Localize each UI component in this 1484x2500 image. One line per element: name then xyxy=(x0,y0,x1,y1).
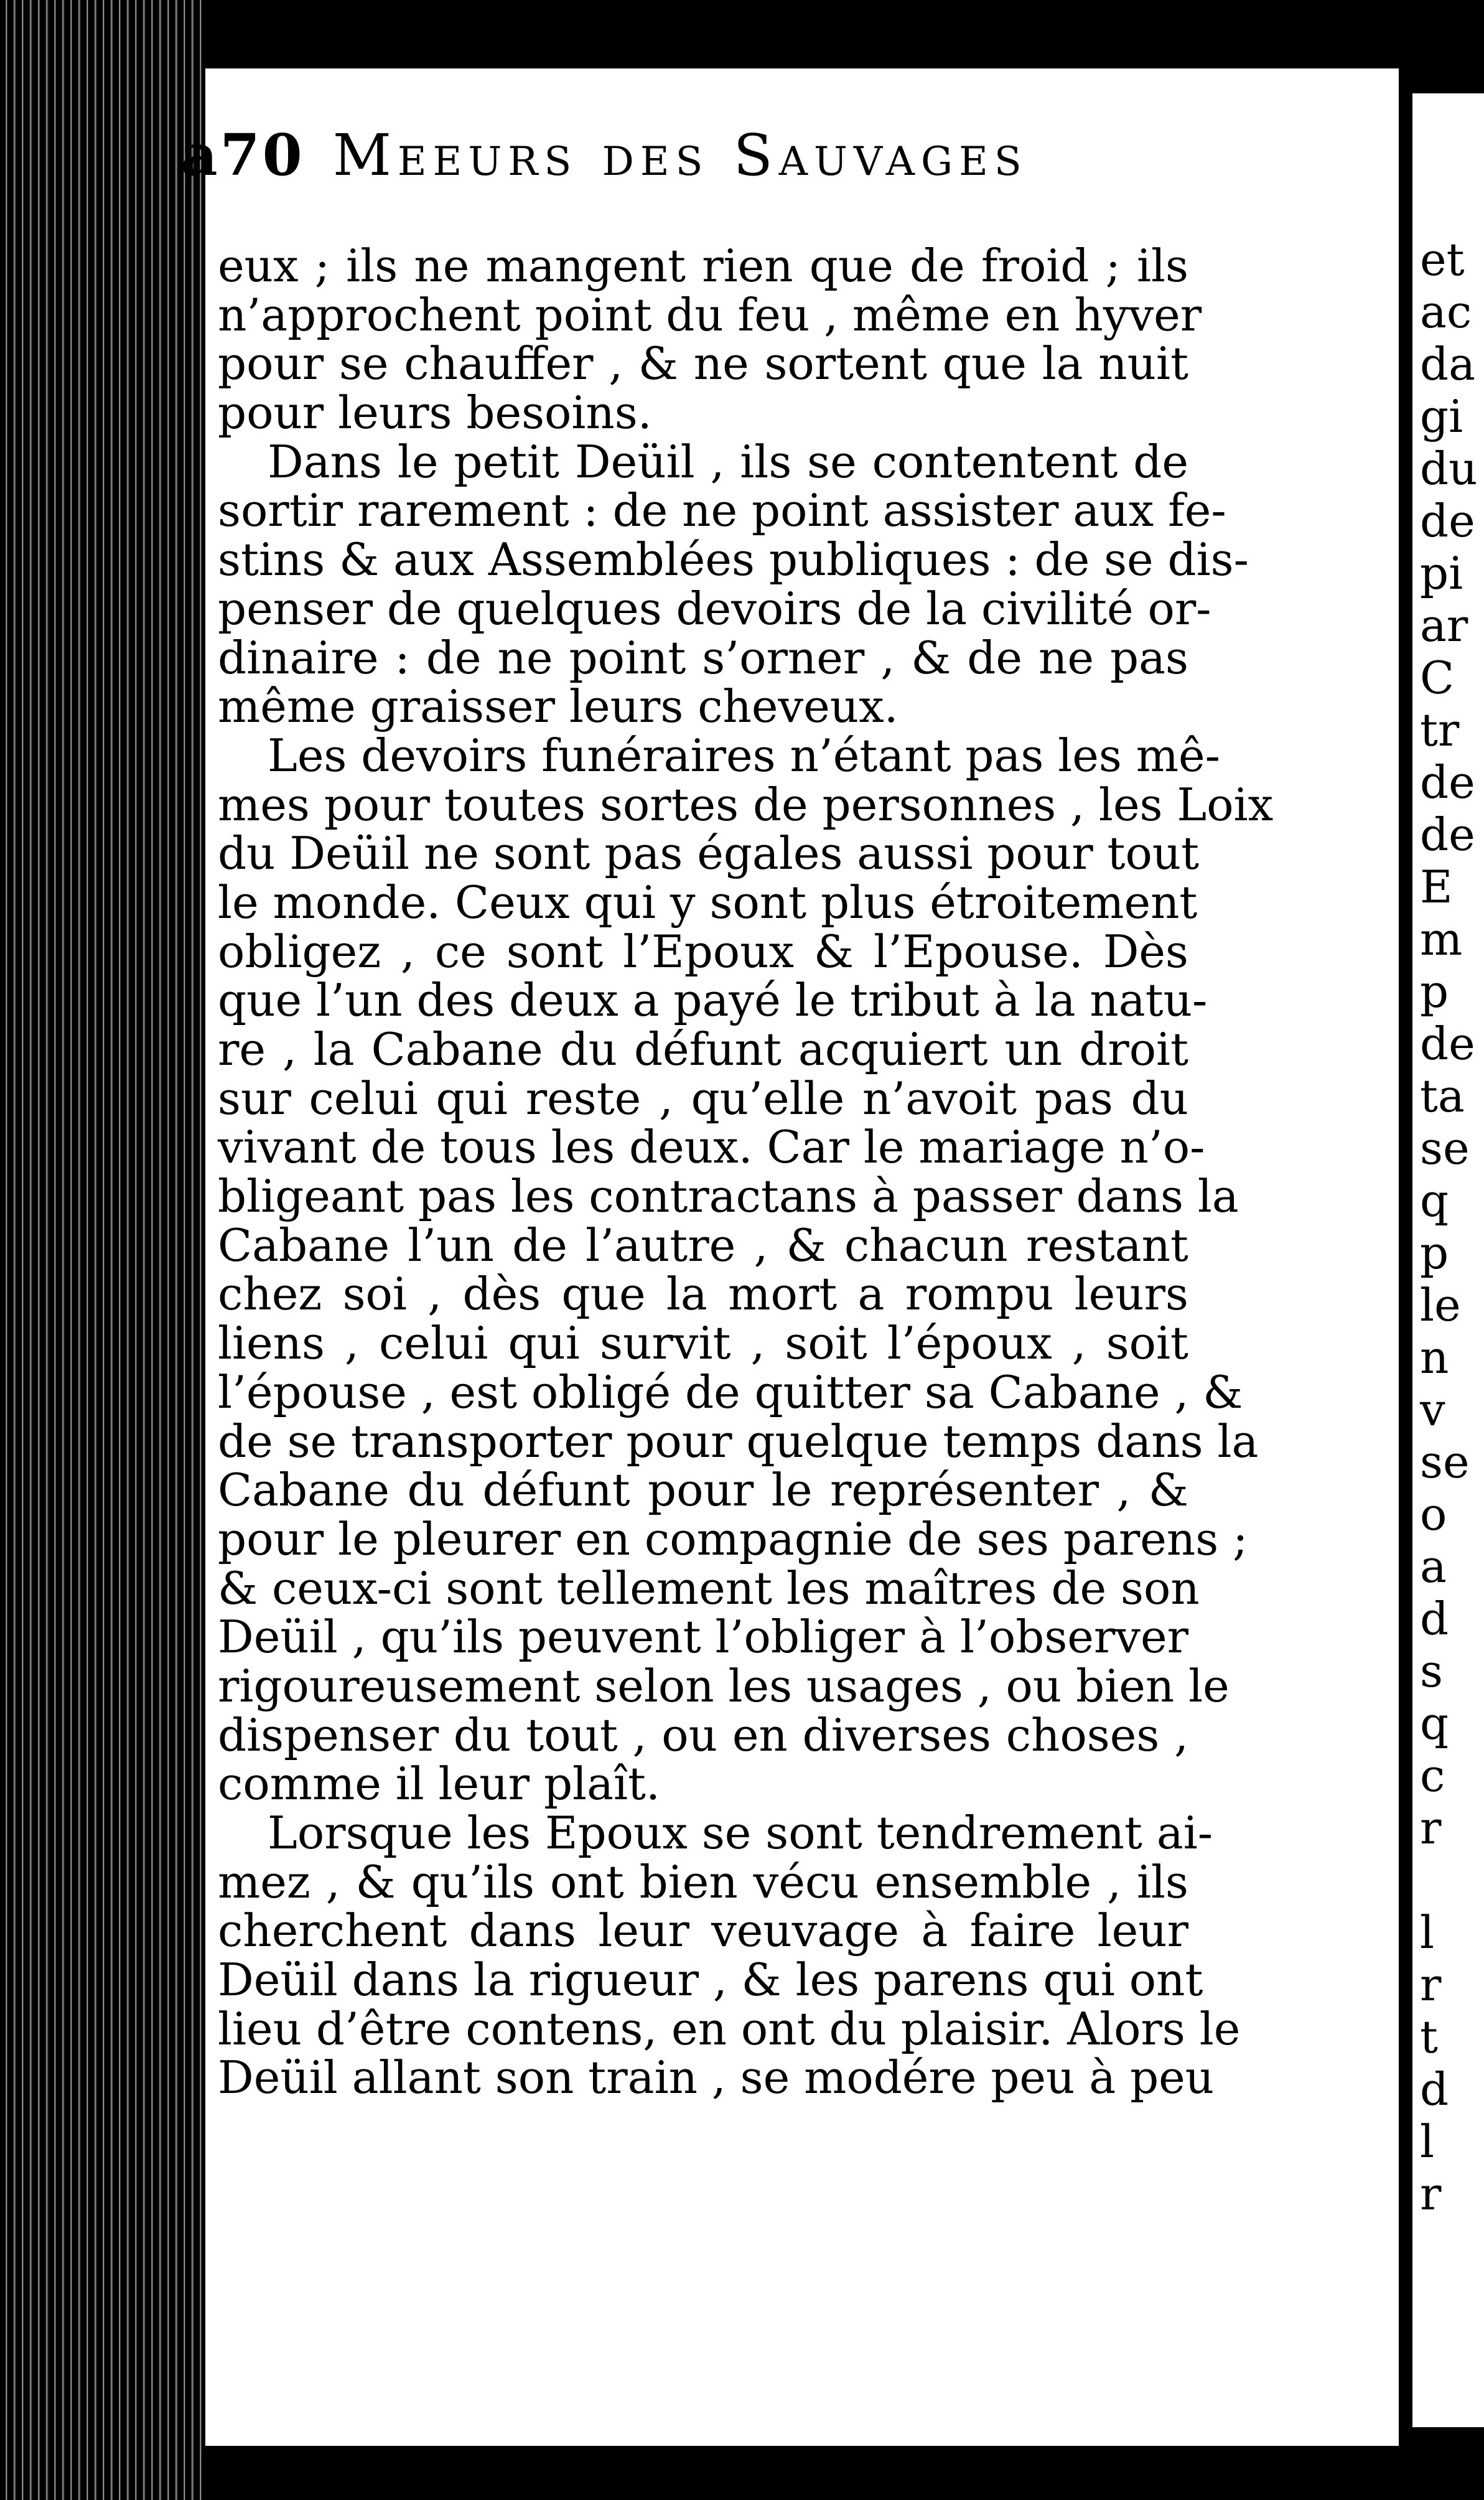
facing-page-fragment: p xyxy=(1420,965,1449,1018)
text-line: que l’un des deux a payé le tribut à la natu- xyxy=(218,974,1208,1027)
text-line: l’épouse , est obligé de quitter sa Cabane , & xyxy=(218,1365,1243,1418)
text-line: même graisser leurs cheveux. xyxy=(218,680,898,733)
text-line: Lorsque les Epoux se sont tendrement ai- xyxy=(268,1807,1213,1859)
facing-page-fragment: s xyxy=(1420,1645,1443,1697)
text-line: dinaire : de ne point s’orner , & de ne pas xyxy=(218,631,1188,684)
facing-page-fragment: a xyxy=(1420,1540,1447,1593)
text-line: pour le pleurer en compagnie de ses parens ; xyxy=(218,1512,1248,1565)
facing-page-fragment: tr xyxy=(1420,704,1460,756)
facing-page-fragment: se xyxy=(1420,1122,1470,1174)
text-line: & ceux-ci sont tellement les maîtres de son xyxy=(218,1561,1200,1614)
text-line: dispenser du tout , ou en diverses choses , xyxy=(218,1708,1188,1761)
facing-page-fragment xyxy=(1412,1854,1484,1906)
facing-page-fragment: C xyxy=(1420,652,1455,704)
facing-page-fragment: de xyxy=(1420,495,1475,547)
page-gutter xyxy=(1399,68,1412,2446)
facing-page-fragment: de xyxy=(1420,808,1475,861)
facing-page-fragment: se xyxy=(1420,1436,1470,1488)
text-line: re , la Cabane du défunt acquiert un droit xyxy=(218,1023,1188,1075)
text-line: sur celui qui reste , qu’elle n’avoit pas du xyxy=(218,1072,1188,1125)
facing-page-fragment: l xyxy=(1420,1906,1435,1959)
text-line: liens , celui qui survit , soit l’époux , soit xyxy=(218,1317,1188,1370)
text-line: du Deüil ne sont pas égales aussi pour tout xyxy=(218,827,1200,880)
text-line: cherchent dans leur veuvage à faire leur xyxy=(218,1904,1188,1957)
text-line: n’approchent point du feu , même en hyver xyxy=(218,288,1202,341)
book-spine-edge xyxy=(0,0,205,2500)
text-line: Deüil allant son train , se modére peu à peu xyxy=(218,2051,1215,2104)
facing-page-fragment: r xyxy=(1420,1802,1442,1854)
facing-page-fragment: gi xyxy=(1420,390,1463,442)
text-line: Dans le petit Deüil , ils se contentent de xyxy=(268,435,1188,488)
page-number: a70 xyxy=(180,121,305,189)
facing-page-fragment: ta xyxy=(1420,1070,1465,1122)
text-line: stins & aux Assemblées publiques : de se dis- xyxy=(218,533,1249,586)
facing-page-fragment: q xyxy=(1420,1697,1449,1749)
facing-page-fragment: v xyxy=(1420,1383,1445,1436)
text-line: lieu d’être contens, en ont du plaisir. Alors le xyxy=(218,2002,1241,2055)
facing-page-fragment: r xyxy=(1420,1959,1442,2011)
text-line: mes pour toutes sortes de personnes , les Loix xyxy=(218,778,1274,831)
text-line: le monde. Ceux qui y sont plus étroitement xyxy=(218,876,1198,929)
text-line: de se transporter pour quelque temps dans la xyxy=(218,1415,1259,1468)
facing-page-fragment: de xyxy=(1420,756,1475,808)
facing-page-fragment: et xyxy=(1420,233,1465,286)
facing-page-fragment: t xyxy=(1420,2011,1438,2063)
facing-page-fragment: ac xyxy=(1420,286,1472,338)
text-line: penser de quelques devoirs de la civilité or- xyxy=(218,582,1211,635)
facing-page-fragment: m xyxy=(1420,913,1463,965)
text-line: bligeant pas les contractans à passer dans la xyxy=(218,1170,1239,1223)
text-line: Deüil dans la rigueur , & les parens qui ont xyxy=(218,1954,1203,2006)
text-line: chez soi , dès que la mort a rompu leurs xyxy=(218,1268,1188,1321)
facing-page-fragment: de xyxy=(1420,1018,1475,1070)
facing-page-fragment: E xyxy=(1420,861,1453,913)
facing-page-fragment: du xyxy=(1420,442,1478,495)
text-line: obligez , ce sont l’Epoux & l’Epouse. Dès xyxy=(218,925,1188,978)
facing-page-fragment: d xyxy=(1420,1593,1449,1645)
text-line: pour se chauffer , & ne sortent que la nuit xyxy=(218,337,1188,390)
text-line: Les devoirs funéraires n’étant pas les mê- xyxy=(268,729,1220,782)
facing-page-fragment: l xyxy=(1420,2115,1435,2168)
facing-page-edge xyxy=(1412,93,1484,2427)
text-line: sortir rarement : de ne point assister aux fe- xyxy=(218,484,1226,537)
text-line: comme il leur plaît. xyxy=(218,1758,660,1810)
running-head xyxy=(180,121,1164,215)
text-line: vivant de tous les deux. Car le mariage n’o- xyxy=(218,1121,1205,1174)
facing-page-fragment: q xyxy=(1420,1174,1449,1227)
facing-page-fragment: r xyxy=(1420,2168,1442,2220)
facing-page-fragment: o xyxy=(1420,1488,1447,1540)
text-line: Deüil , qu’ils peuvent l’obliger à l’observer xyxy=(218,1611,1188,1664)
facing-page-fragment: da xyxy=(1420,338,1476,390)
facing-page-fragment: n xyxy=(1420,1331,1449,1383)
facing-page-fragment: d xyxy=(1420,2063,1449,2115)
facing-page-fragment: ar xyxy=(1420,599,1468,652)
running-head-title: Meeurs des Sauvages xyxy=(332,122,1028,189)
facing-page-fragment: p xyxy=(1420,1227,1449,1279)
text-line: rigoureusement selon les usages , ou bien le xyxy=(218,1659,1230,1712)
facing-page-fragment: c xyxy=(1420,1749,1445,1802)
facing-page-fragment: le xyxy=(1420,1279,1461,1331)
text-line: Cabane l’un de l’autre , & chacun restant xyxy=(218,1219,1188,1271)
text-line: eux ; ils ne mangent rien que de froid ; ils xyxy=(218,240,1188,292)
text-line: mez , & qu’ils ont bien vécu ensemble , ils xyxy=(218,1855,1188,1908)
facing-page-fragment: pi xyxy=(1420,547,1463,599)
body-text xyxy=(218,240,1274,2104)
text-line: Cabane du défunt pour le représenter , & xyxy=(218,1464,1188,1517)
text-line: pour leurs besoins. xyxy=(218,386,652,439)
